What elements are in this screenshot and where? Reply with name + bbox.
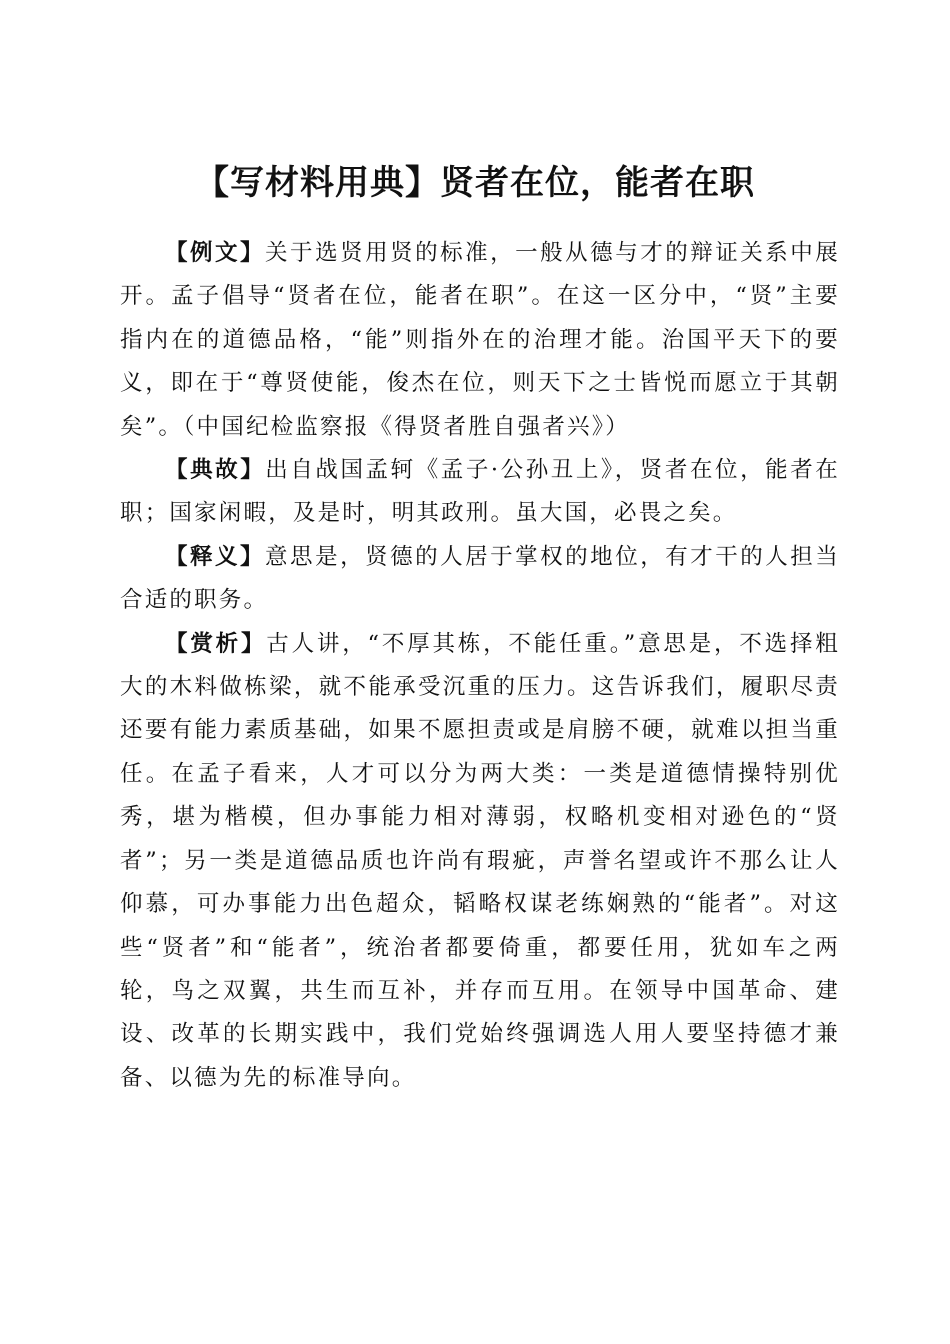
document-body (120, 232, 840, 1100)
paragraph-example (120, 232, 840, 449)
paragraph-allusion (120, 449, 840, 536)
paragraph-tag-example: 【例文】 (165, 240, 266, 266)
paragraph-text-analysis: 古人讲，“不厚其栋，不能任重。”意思是，不选择粗大的木料做栋梁，就不能承受沉重的压力。这告诉我们，履职尽责还要有能力素质基础，如果不愿担责或是肩膀不硬，就难以担当重任。在孟子看来，人才可以分为两大类：一类是道德情操特别优秀，堪为楷模，但办事能力相对薄弱，权略机变相对逊色的“贤者”；另一类是道德品质也许尚有瑕疵，声誉名望或许不那么让人仰慕，可办事能力出色超众，韬略权谋老练娴熟的“能者”。对这些“贤者”和“能者”，统治者都要倚重，都要任用，犹如车之两轮，鸟之双翼，共生而互补，并存而互用。在领导中国革命、建设、改革的长期实践中，我们党始终强调选人用人要坚持德才兼备、以德为先的标准导向。 (120, 630, 840, 1091)
document-title: 【写材料用典】贤者在位，能者在职 (195, 162, 755, 203)
paragraph-analysis (120, 623, 840, 1100)
paragraph-text-allusion: 出自战国孟轲《孟子·公孙丑上》，贤者在位，能者在职；国家闲暇，及是时，明其政刑。虽大国，必畏之矣。 (120, 457, 840, 527)
paragraph-tag-analysis: 【赏析】 (165, 630, 267, 657)
paragraph-meaning (120, 536, 840, 623)
paragraph-tag-allusion: 【典故】 (165, 457, 266, 484)
paragraph-tag-meaning: 【释义】 (165, 543, 266, 570)
paragraph-text-meaning: 意思是，贤德的人居于掌权的地位，有才干的人担当合适的职务。 (120, 543, 840, 614)
paragraph-text-example: 关于选贤用贤的标准，一般从德与才的辩证关系中展开。孟子倡导“贤者在位，能者在职”。在这一区分中，“贤”主要指内在的道德品格，“能”则指外在的治理才能。治国平天下的要义，即在于“尊贤使能，俊杰在位，则天下之士皆悦而愿立于其朝矣”。（中国纪检监察报《得贤者胜自强者兴》） (120, 240, 840, 440)
